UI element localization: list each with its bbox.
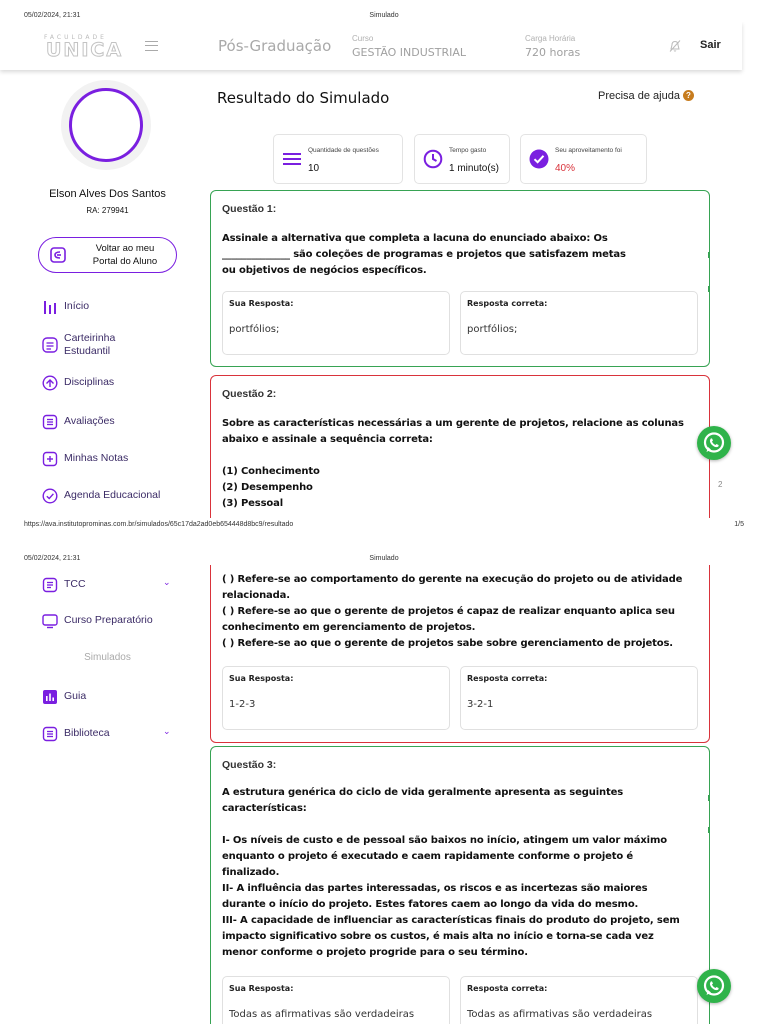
- correct-answer-box: [460, 976, 698, 1024]
- print-datetime: 05/02/2024, 21:31: [24, 555, 81, 562]
- portal-icon: [50, 247, 66, 263]
- workload-label: Carga Horária: [525, 34, 576, 43]
- sidebar-item-label-2: Estudantil: [64, 345, 111, 357]
- question-text: Sobre as características necessárias a um gerente de projetos, relacione as colunas abaixo e assinale a sequência correta: (1) Conhecimento (2) Desempenho (3) Pessoal: [222, 418, 684, 509]
- sidebar-item-label: Início: [64, 300, 90, 312]
- student-name: Elson Alves Dos Santos: [49, 188, 166, 200]
- correct-answer-label: Resposta correta:: [467, 674, 548, 683]
- stat-time: [414, 134, 510, 184]
- edge-marker: [708, 795, 710, 801]
- print-doc-title: Simulado: [369, 12, 399, 19]
- your-answer-value: Todas as afirmativas são verdadeiras: [229, 1009, 415, 1020]
- stat-value: 40%: [555, 163, 576, 174]
- question-text: Assinale a alternativa que completa a lacuna do enunciado abaixo: Os ______________ são coleções de programas e projetos que satisfazem metas ou objetivos de negócios específicos.: [222, 233, 626, 276]
- whatsapp-icon: [697, 426, 731, 460]
- your-answer-label: Sua Resposta:: [229, 674, 294, 683]
- question-text: A estrutura genérica do ciclo de vida geralmente apresenta as seguintes características: I- Os níveis de custo e de pessoal são baixos no início, atingem um valor máximo enquanto o projeto é executado e caem rapidamente conforme o projeto é finalizado. II- A influência das partes interessadas, os riscos e as incertezas são maiores durante o início do projeto. Estes fatores caem ao longo da vida do mesmo. III- A capacidade de influenciar as características finais do produto do projeto, sem impacto significativo sobre os custos, é mais alta no início e torna-se cada vez menor conforme o projeto progride para o seu término.: [222, 787, 680, 958]
- check-badge-icon: [529, 149, 549, 169]
- sidebar-item-label: Agenda Educacional: [64, 489, 161, 501]
- check-circle-icon: [42, 488, 58, 504]
- question-card-3: [210, 746, 710, 1024]
- bar-chart-icon: [42, 689, 58, 705]
- doc-icon: [42, 577, 58, 593]
- avatar: [61, 80, 151, 170]
- plus-box-icon: [42, 451, 58, 467]
- course-value: GESTÃO INDUSTRIAL: [352, 46, 467, 59]
- monitor-icon: [42, 613, 58, 629]
- question-card-2-continued: [210, 565, 710, 743]
- list-box-icon: [42, 414, 58, 430]
- chevron-down-icon[interactable]: ⌄: [163, 726, 171, 736]
- whatsapp-icon: [697, 969, 731, 1003]
- sidebar-item-label: Carteirinha: [64, 332, 116, 344]
- correct-answer-value: 3-2-1: [467, 699, 494, 710]
- course-label: Curso: [352, 34, 374, 43]
- print-url[interactable]: https://ava.institutoprominas.com.br/simulados/65c17da2ad0eb654448d8bc9/resultado: [24, 521, 294, 528]
- print-page-counter: 1/5: [734, 521, 744, 528]
- your-answer-label: Sua Resposta:: [229, 984, 294, 993]
- question-card-1: [210, 190, 710, 367]
- correct-answer-label: Resposta correta:: [467, 299, 548, 308]
- portal-button-line1: Voltar ao meu: [95, 243, 155, 254]
- question-title: Questão 1:: [222, 203, 277, 215]
- sidebar-item-label: Avaliações: [64, 415, 115, 427]
- workload-value: 720 horas: [525, 46, 581, 59]
- menu-toggle-icon[interactable]: [145, 41, 158, 51]
- chevron-down-icon[interactable]: ⌄: [163, 577, 171, 587]
- student-ra: RA: 279941: [86, 206, 129, 215]
- menu-lines-icon: [282, 149, 302, 169]
- sidebar-item-simulados[interactable]: Simulados: [84, 652, 131, 663]
- stat-label: Seu aproveitamento foi: [555, 147, 622, 154]
- your-answer-value: 1-2-3: [229, 699, 256, 710]
- whatsapp-button[interactable]: [697, 426, 731, 460]
- sidebar-item-label: Minhas Notas: [64, 452, 129, 464]
- sidebar-item-label: Guia: [64, 690, 87, 702]
- page-title: Resultado do Simulado: [217, 89, 390, 107]
- print-datetime: 05/02/2024, 21:31: [24, 12, 81, 19]
- your-answer-label: Sua Resposta:: [229, 299, 294, 308]
- correct-answer-value: Todas as afirmativas são verdadeiras: [467, 1009, 653, 1020]
- correct-answer-label: Resposta correta:: [467, 984, 548, 993]
- correct-answer-box: [460, 291, 698, 355]
- edge-marker: [708, 827, 710, 833]
- upload-circle-icon: [42, 375, 58, 391]
- stat-value: 10: [308, 163, 320, 174]
- bell-icon[interactable]: [668, 39, 682, 53]
- back-to-portal-button[interactable]: [38, 237, 177, 273]
- your-answer-box: [222, 666, 450, 730]
- question-title: Questão 3:: [222, 759, 277, 771]
- stat-value: 1 minuto(s): [449, 163, 500, 174]
- faculty-logo[interactable]: FACULDADE UNICA: [44, 34, 124, 61]
- sidebar-item-label: Biblioteca: [64, 727, 110, 739]
- correct-answer-box: [460, 666, 698, 730]
- top-navbar: [0, 22, 742, 70]
- chart-bars-icon: [42, 299, 58, 315]
- logout-button[interactable]: Sair: [700, 39, 721, 51]
- stat-label: Tempo gasto: [449, 147, 487, 154]
- your-answer-value: portfólios;: [229, 324, 280, 335]
- sidebar-item-label: TCC: [64, 578, 86, 590]
- id-card-icon: [42, 337, 58, 353]
- clock-icon: [423, 149, 443, 169]
- side-page-number: 2: [718, 480, 723, 489]
- stat-label: Quantidade de questões: [308, 147, 379, 154]
- sidebar-item-label: Disciplinas: [64, 376, 115, 388]
- question-text: ( ) Refere-se ao comportamento do gerente na execução do projeto ou de atividade relacionada. ( ) Refere-se ao que o gerente de projetos é capaz de realizar enquanto aplica seu conhecimento em gerenciamento de projetos. ( ) Refere-se ao que o gerente de projetos sabe sobre gerenciamento de projetos.: [222, 574, 683, 649]
- stat-questions: [273, 134, 403, 184]
- help-icon: ?: [683, 90, 694, 101]
- your-answer-box: [222, 976, 450, 1024]
- whatsapp-button[interactable]: [697, 969, 731, 1003]
- print-doc-title: Simulado: [369, 555, 399, 562]
- your-answer-box: [222, 291, 450, 355]
- question-card-2: [210, 375, 710, 518]
- page-2: [0, 565, 768, 1024]
- portal-button-line2: Portal do Aluno: [92, 256, 158, 267]
- edge-marker: [708, 286, 710, 292]
- book-icon: [42, 726, 58, 742]
- correct-answer-value: portfólios;: [467, 324, 518, 335]
- help-label: Precisa de ajuda: [598, 90, 680, 102]
- program-type: Pós-Graduação: [218, 37, 332, 55]
- question-title: Questão 2:: [222, 388, 277, 400]
- sidebar-item-label: Curso Preparatório: [64, 614, 153, 626]
- stat-score: [520, 134, 647, 184]
- edge-marker: [708, 252, 710, 258]
- page-1: [0, 22, 768, 518]
- help-link[interactable]: [598, 90, 694, 102]
